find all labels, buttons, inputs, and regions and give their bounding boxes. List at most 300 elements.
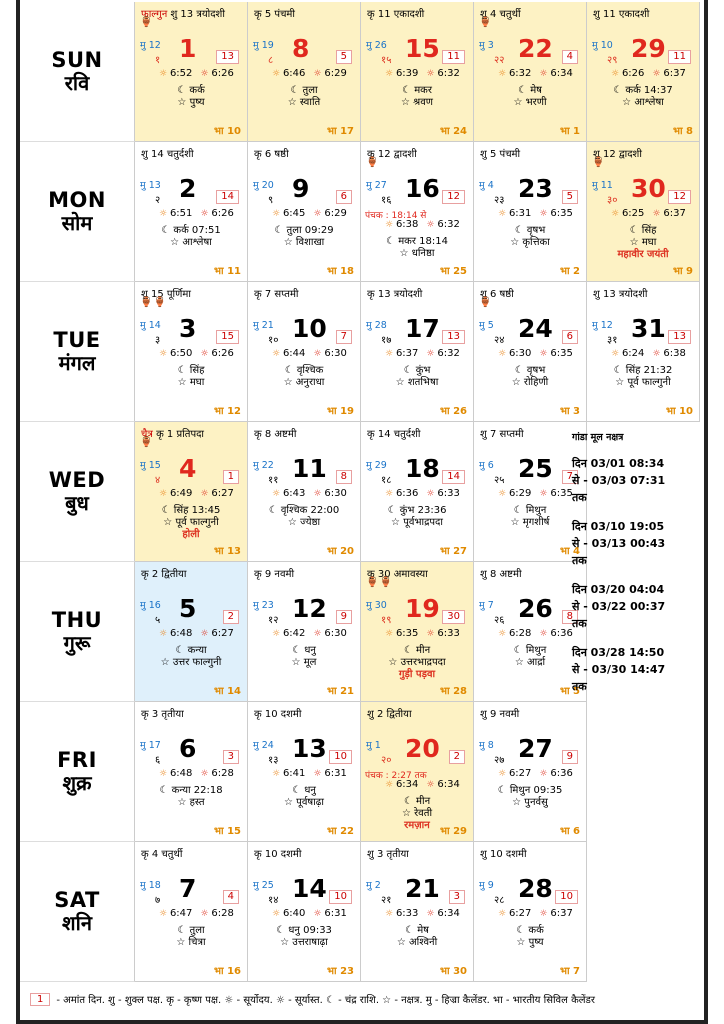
day-cell-13[interactable] <box>248 702 361 842</box>
tithi-label <box>254 566 294 580</box>
sunset-time: 6:35 <box>550 208 573 219</box>
nakshatra-text: स्वाति <box>299 97 321 108</box>
tithi-label <box>480 706 519 720</box>
hijri-date: मु 2 <box>366 880 381 891</box>
nakshatra-text: पूर्व फाल्गुनी <box>627 377 671 388</box>
moon-sign-text: सिंह <box>189 365 205 376</box>
tithi-text: शु 6 षष्ठी <box>480 289 514 300</box>
moon-sign-text: मेष <box>417 925 429 936</box>
moon-icon: ☾ <box>387 505 400 516</box>
amanta-day: 10 <box>329 890 352 904</box>
sunset-time: 6:26 <box>211 348 234 359</box>
tithi-text: शु 11 एकादशी <box>593 9 650 20</box>
sunrise-icon: ☼ <box>385 629 396 639</box>
moon-icon: ☾ <box>513 645 526 656</box>
sun-times <box>272 348 347 359</box>
day-cell-14[interactable] <box>248 842 361 982</box>
hijri-date: मु 19 <box>253 40 274 51</box>
hijri-date: मु 29 <box>366 460 387 471</box>
tithi-text: शु 14 चतुर्दशी <box>141 149 194 160</box>
sun-times <box>498 488 573 499</box>
hijri-date: मु 18 <box>140 880 161 891</box>
tithi-text: शु 12 द्वादशी <box>593 149 642 160</box>
devanagari-day: ११ <box>268 475 279 486</box>
day-cell-23[interactable] <box>474 142 587 282</box>
devanagari-day: १४ <box>268 895 279 906</box>
sun-times <box>272 208 347 219</box>
day-cell-21[interactable] <box>361 842 474 982</box>
sun-times <box>159 68 234 79</box>
star-icon: ☆ <box>629 237 642 248</box>
festival-label: महावीर जयंती <box>617 249 669 260</box>
sunrise-time: 6:42 <box>282 628 306 639</box>
day-number: 2 <box>179 174 197 203</box>
day-number: 6 <box>179 734 197 763</box>
nakshatra-text: रेवती <box>414 808 433 819</box>
nakshatra <box>474 374 586 388</box>
hijri-date: मु 16 <box>140 600 161 611</box>
moon-sign-text: वृषभ <box>526 365 546 376</box>
moon-icon: ☾ <box>274 225 287 236</box>
bharatiya-date: भा 28 <box>439 686 467 697</box>
day-number: 29 <box>631 34 666 63</box>
hijri-date: मु 10 <box>592 40 613 51</box>
hijri-date: मु 25 <box>253 880 274 891</box>
tithi-text: कृ 13 त्रयोदशी <box>367 289 423 300</box>
day-number: 18 <box>405 454 440 483</box>
sunset-time: 6:34 <box>437 908 460 919</box>
tithi-text: कृ 30 अमावस्या <box>367 569 428 580</box>
bharatiya-date: भा 4 <box>559 546 580 557</box>
amanta-day: 12 <box>442 190 465 204</box>
day-name-hi: शुक्र <box>62 770 92 795</box>
kalash-icon: 🏺 <box>140 437 154 448</box>
sunset-time: 6:31 <box>324 908 347 919</box>
hijri-date: मु 21 <box>253 320 274 331</box>
day-name-en: SAT <box>54 887 100 912</box>
day-cell-22[interactable] <box>474 2 587 142</box>
sunrise-icon: ☼ <box>498 769 509 779</box>
kalash-icon: 🏺 <box>479 17 493 28</box>
day-cell-16[interactable] <box>361 142 474 282</box>
star-icon: ☆ <box>388 657 401 668</box>
day-cell-17[interactable] <box>361 282 474 422</box>
moon-sign-text: कर्क 07:51 <box>173 225 221 236</box>
day-header-sat <box>20 842 135 982</box>
moon-sign-text: कर्क <box>189 85 205 96</box>
sun-times <box>159 348 234 359</box>
day-number: 10 <box>292 314 327 343</box>
hijri-date: मु 20 <box>253 180 274 191</box>
moon-icon: ☾ <box>290 85 303 96</box>
amanta-day: 9 <box>562 750 578 764</box>
gandmool-to: से - 03/30 14:47 <box>572 663 666 676</box>
sun-times <box>611 208 686 219</box>
day-header-tue <box>20 282 135 422</box>
moon-icon: ☾ <box>403 796 417 807</box>
star-icon: ☆ <box>287 517 301 528</box>
devanagari-day: १२ <box>268 615 279 626</box>
tithi-text: शु 15 पूर्णिमा <box>141 289 191 300</box>
star-icon: ☆ <box>170 237 183 248</box>
day-cell-20[interactable] <box>361 702 474 842</box>
sunset-icon: ☼ <box>426 909 438 919</box>
bharatiya-date: भा 23 <box>326 966 354 977</box>
sunset-time: 6:26 <box>211 68 234 79</box>
sunrise-icon: ☼ <box>385 220 396 230</box>
nakshatra-text: उत्तरभाद्रपदा <box>400 657 446 668</box>
kalash-icon: 🏺 <box>366 157 380 168</box>
devanagari-day: १५ <box>381 55 392 66</box>
tithi-label <box>593 6 649 20</box>
nakshatra <box>135 794 247 808</box>
amanta-day: 8 <box>562 610 578 624</box>
tithi-text: कृ 11 एकादशी <box>367 9 425 20</box>
day-name-en: THU <box>51 607 103 632</box>
bharatiya-date: भा 21 <box>326 686 354 697</box>
gandmool-title: गांडा मूल नक्षत्र <box>572 432 624 443</box>
devanagari-day: २८ <box>494 895 505 906</box>
sun-times <box>272 908 347 919</box>
hijri-date: मु 26 <box>366 40 387 51</box>
sunrise-time: 6:38 <box>395 219 419 230</box>
hijri-date: मु 7 <box>479 600 494 611</box>
sunrise-time: 6:29 <box>508 488 532 499</box>
devanagari-day: १६ <box>381 195 392 206</box>
devanagari-day: २९ <box>607 55 618 66</box>
sunrise-icon: ☼ <box>159 69 170 79</box>
amanta-day: 30 <box>442 610 465 624</box>
day-cell-11[interactable] <box>248 422 361 562</box>
tithi-label <box>367 846 409 860</box>
panchak-time: पंचक : 18:14 से <box>365 211 427 221</box>
day-header-mon <box>20 142 135 282</box>
sunset-icon: ☼ <box>200 69 212 79</box>
day-cell-24[interactable] <box>474 282 587 422</box>
hijri-date: मु 6 <box>479 460 494 471</box>
moon-sign-text: कर्क <box>528 925 544 936</box>
panchak-time: पंचक : 2:27 तक <box>365 771 427 781</box>
legend-amanta-box: 1 <box>30 993 50 1006</box>
moon-sign-text: मिथुन <box>525 505 547 516</box>
hijri-date: मु 5 <box>479 320 494 331</box>
sun-times <box>498 768 573 779</box>
devanagari-day: ९ <box>268 195 274 206</box>
sunrise-icon: ☼ <box>611 209 622 219</box>
sunrise-icon: ☼ <box>159 489 170 499</box>
nakshatra <box>248 794 360 808</box>
nakshatra-text: उत्तर फाल्गुनी <box>172 657 222 668</box>
nakshatra <box>474 934 586 948</box>
sunset-icon: ☼ <box>539 769 551 779</box>
legend-text: - अमांत दिन. शु - शुक्ल पक्ष. कृ - कृष्ण पक्ष. ☼ - सूर्योदय. ☼ - सूर्यास्त. ☾ - चंद्र राशि. ☆ - नक्षत्र. मु - हिज्रा कैलेंडर. भा - भारतीय सिविल कैलेंडर <box>56 995 595 1006</box>
bharatiya-date: भा 13 <box>213 546 241 557</box>
amanta-day: 13 <box>216 50 239 64</box>
nakshatra <box>474 94 586 108</box>
sunrise-icon: ☼ <box>272 489 283 499</box>
sunset-time: 6:33 <box>437 488 460 499</box>
nakshatra <box>248 654 360 668</box>
hindu-month: चैत्र <box>141 429 153 440</box>
day-name-hi: शनि <box>62 910 92 935</box>
day-cell-9[interactable] <box>248 142 361 282</box>
devanagari-day: ४ <box>155 475 161 486</box>
nakshatra <box>135 94 247 108</box>
bharatiya-date: भा 26 <box>439 406 467 417</box>
sunset-icon: ☼ <box>652 209 664 219</box>
sunrise-time: 6:50 <box>169 348 193 359</box>
sunset-icon: ☼ <box>313 489 325 499</box>
star-icon: ☆ <box>401 808 415 819</box>
tithi-text: कृ 10 दशमी <box>254 849 302 860</box>
bharatiya-date: भा 10 <box>213 126 241 137</box>
moon-icon: ☾ <box>613 365 626 376</box>
sunset-icon: ☼ <box>539 349 551 359</box>
hijri-date: मु 12 <box>140 40 161 51</box>
sunrise-icon: ☼ <box>498 69 509 79</box>
sun-times <box>385 488 460 499</box>
sunset-icon: ☼ <box>200 909 212 919</box>
nakshatra-text: शतभिषा <box>407 377 439 388</box>
sunrise-time: 6:48 <box>169 768 193 779</box>
legend <box>24 987 696 1011</box>
kalash-icon: 🏺🏺 <box>366 577 393 588</box>
tithi-label <box>593 286 648 300</box>
day-name-en: MON <box>48 187 106 212</box>
day-number: 21 <box>405 874 440 903</box>
day-cell-19[interactable] <box>361 562 474 702</box>
nakshatra-text: अश्विनी <box>408 937 438 948</box>
day-number: 23 <box>518 174 553 203</box>
moon-icon: ☾ <box>159 785 172 796</box>
moon-sign-text: वृश्चिक <box>296 365 324 376</box>
tithi-text: शु 9 नवमी <box>480 709 520 720</box>
day-cell-1[interactable] <box>135 2 248 142</box>
star-icon: ☆ <box>280 937 293 948</box>
day-number: 14 <box>292 874 327 903</box>
sunset-time: 6:29 <box>324 208 347 219</box>
moon-icon: ☾ <box>292 645 305 656</box>
bharatiya-date: भा 15 <box>213 826 241 837</box>
sun-times <box>385 348 460 359</box>
sunset-icon: ☼ <box>426 629 438 639</box>
devanagari-day: २७ <box>494 755 505 766</box>
tithi-label <box>141 146 194 160</box>
day-cell-6[interactable] <box>135 702 248 842</box>
gandmool-end: तक <box>572 617 587 630</box>
tithi-text: शु 13 त्रयोदशी <box>593 289 648 300</box>
sunrise-time: 6:46 <box>282 68 306 79</box>
nakshatra-text: आश्लेषा <box>634 97 664 108</box>
devanagari-day: २ <box>155 195 161 206</box>
tithi-text: शु 2 द्वितीया <box>367 709 412 720</box>
moon-icon: ☾ <box>516 925 529 936</box>
sunrise-time: 6:43 <box>282 488 306 499</box>
sun-times <box>159 768 234 779</box>
day-cell-12[interactable] <box>248 562 361 702</box>
sunset-time: 6:32 <box>437 348 460 359</box>
amanta-day: 13 <box>442 330 465 344</box>
sunrise-time: 6:35 <box>395 628 419 639</box>
devanagari-day: ७ <box>155 895 161 906</box>
sunset-time: 6:36 <box>550 768 573 779</box>
moon-sign-text: मकर 18:14 <box>398 236 448 247</box>
devanagari-day: २५ <box>494 475 505 486</box>
tithi-text: कृ 10 दशमी <box>254 709 302 720</box>
bharatiya-date: भा 16 <box>213 966 241 977</box>
devanagari-day: ५ <box>155 615 161 626</box>
nakshatra-text: अनुराधा <box>295 377 325 388</box>
day-name-en: FRI <box>57 747 97 772</box>
bharatiya-date: भा 8 <box>672 126 693 137</box>
sunset-icon: ☼ <box>426 349 438 359</box>
bharatiya-date: भा 12 <box>213 406 241 417</box>
gandmool-to: से - 03/22 00:37 <box>572 600 666 613</box>
tithi-label <box>254 286 299 300</box>
day-number: 15 <box>405 34 440 63</box>
tithi-label <box>141 566 186 580</box>
day-cell-31[interactable] <box>587 282 700 422</box>
sunrise-icon: ☼ <box>159 629 170 639</box>
hijri-date: मु 9 <box>479 880 494 891</box>
tithi-text: शु 5 पंचमी <box>480 149 521 160</box>
tithi-text: शु 10 दशमी <box>480 849 527 860</box>
moon-icon: ☾ <box>514 225 527 236</box>
devanagari-day: ३१ <box>607 335 618 346</box>
moon-icon: ☾ <box>177 365 190 376</box>
sunset-icon: ☼ <box>426 220 438 230</box>
day-name-hi: गुरू <box>63 630 91 655</box>
nakshatra-text: पुष्य <box>189 97 205 108</box>
sunset-time: 6:37 <box>663 68 686 79</box>
tithi-text: कृ 6 षष्ठी <box>254 149 289 160</box>
day-cell-15[interactable] <box>361 2 474 142</box>
sun-times <box>498 208 573 219</box>
nakshatra-text: चित्रा <box>188 937 206 948</box>
star-icon: ☆ <box>160 657 173 668</box>
sun-times <box>385 779 460 790</box>
day-cell-18[interactable] <box>361 422 474 562</box>
sunrise-icon: ☼ <box>385 489 396 499</box>
sunset-time: 6:32 <box>437 219 460 230</box>
devanagari-day: २६ <box>494 615 505 626</box>
day-cell-28[interactable] <box>474 842 587 982</box>
tithi-label <box>141 846 182 860</box>
sun-times <box>385 68 460 79</box>
sunrise-time: 6:33 <box>395 908 419 919</box>
tithi-label <box>480 846 527 860</box>
festival-label: रमज़ान <box>404 820 430 831</box>
day-number: 28 <box>518 874 553 903</box>
nakshatra <box>248 514 360 528</box>
sunrise-time: 6:30 <box>508 348 532 359</box>
amanta-day: 2 <box>449 750 465 764</box>
sunrise-time: 6:52 <box>169 68 193 79</box>
sunset-time: 6:27 <box>211 628 234 639</box>
bharatiya-date: भा 5 <box>559 686 580 697</box>
gandmool-end: तक <box>572 491 587 504</box>
amanta-day: 9 <box>336 610 352 624</box>
sun-times <box>159 488 234 499</box>
tithi-text: शु 13 त्रयोदशी <box>170 9 225 20</box>
sun-times <box>385 628 460 639</box>
sunset-time: 6:30 <box>324 628 347 639</box>
nakshatra <box>135 374 247 388</box>
day-cell-7[interactable] <box>135 842 248 982</box>
hijri-date: मु 12 <box>592 320 613 331</box>
tithi-text: कृ 2 द्वितीया <box>141 569 187 580</box>
tithi-text: कृ 14 चतुर्दशी <box>367 429 421 440</box>
moon-icon: ☾ <box>177 925 190 936</box>
day-number: 25 <box>518 454 553 483</box>
hijri-date: मु 8 <box>479 740 494 751</box>
sunrise-icon: ☼ <box>385 780 396 790</box>
bharatiya-date: भा 30 <box>439 966 467 977</box>
day-cell-5[interactable] <box>135 562 248 702</box>
day-cell-8[interactable] <box>248 2 361 142</box>
bharatiya-date: भा 7 <box>559 966 580 977</box>
tithi-label <box>480 426 524 440</box>
hijri-date: मु 27 <box>366 180 387 191</box>
day-cell-4[interactable] <box>135 422 248 562</box>
day-name-en: SUN <box>51 47 103 72</box>
sunrise-time: 6:39 <box>395 68 419 79</box>
sunrise-time: 6:32 <box>508 68 532 79</box>
day-number: 4 <box>179 454 197 483</box>
moon-sign-text: वृश्चिक 22:00 <box>280 505 340 516</box>
day-name-hi: सोम <box>61 210 93 235</box>
sunset-time: 6:32 <box>437 68 460 79</box>
moon-sign-text: तुला <box>189 925 205 936</box>
moon-icon: ☾ <box>514 365 527 376</box>
moon-icon: ☾ <box>403 645 417 656</box>
tithi-label <box>480 146 520 160</box>
amanta-day: 4 <box>223 890 239 904</box>
hijri-date: मु 23 <box>253 600 274 611</box>
devanagari-day: २० <box>381 755 392 766</box>
tithi-text: शु 7 सप्तमी <box>480 429 524 440</box>
day-cell-30[interactable] <box>587 142 700 282</box>
sunrise-time: 6:36 <box>395 488 419 499</box>
sunrise-time: 6:27 <box>508 908 532 919</box>
moon-sign-text: सिंह <box>641 225 657 236</box>
nakshatra-text: पूर्वभाद्रपदा <box>403 517 443 528</box>
day-cell-3[interactable] <box>135 282 248 422</box>
day-cell-2[interactable] <box>135 142 248 282</box>
star-icon: ☆ <box>510 517 523 528</box>
sunrise-time: 6:48 <box>169 628 193 639</box>
sunrise-time: 6:27 <box>508 768 532 779</box>
moon-icon: ☾ <box>292 785 305 796</box>
sun-times <box>385 908 460 919</box>
moon-sign-text: मेष <box>530 85 542 96</box>
sunset-time: 6:29 <box>324 68 347 79</box>
hijri-date: मु 1 <box>366 740 381 751</box>
bharatiya-date: भा 10 <box>665 406 693 417</box>
sunset-time: 6:34 <box>437 779 460 790</box>
day-cell-29[interactable] <box>587 2 700 142</box>
moon-icon: ☾ <box>629 225 642 236</box>
star-icon: ☆ <box>622 97 635 108</box>
nakshatra-text: रोहिणी <box>523 377 549 388</box>
sun-times <box>498 348 573 359</box>
day-cell-10[interactable] <box>248 282 361 422</box>
moon-icon: ☾ <box>161 505 174 516</box>
moon-icon: ☾ <box>276 925 289 936</box>
moon-sign-text: मीन <box>416 796 431 807</box>
sunset-icon: ☼ <box>426 780 438 790</box>
day-number: 3 <box>179 314 197 343</box>
